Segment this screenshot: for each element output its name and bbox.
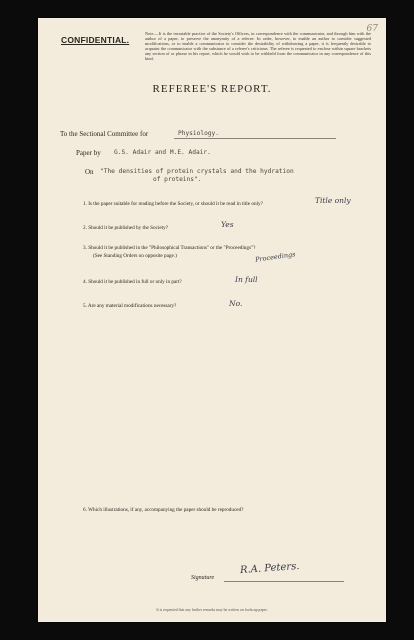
page-number: 67	[366, 24, 378, 34]
answer-1: Title only	[315, 196, 351, 205]
on-label: On	[85, 168, 94, 176]
paper-by-label: Paper by	[76, 149, 101, 157]
on-value-line-1: "The densities of protein crystals and the hydration	[100, 168, 294, 175]
answer-3: Proceedings	[254, 250, 297, 264]
referee-report-form	[38, 18, 386, 622]
committee-value: Physiology.	[178, 130, 219, 137]
signature-underline	[224, 581, 344, 582]
question-1: 1. Is the paper suitable for reading before the Society, or should it be read in title only?	[83, 201, 263, 207]
answer-4: In full	[235, 275, 258, 284]
question-5: 5. Are any material modifications necessary?	[83, 303, 177, 309]
answer-5: No.	[229, 299, 243, 308]
question-3-note: (See Standing Orders on opposite page.)	[93, 253, 177, 259]
anonymity-note: Note.—It is the invariable practice of the Society's Officers, in correspondence with the communicator, and through him with the author of a paper, to preserve the anonymity of a referee. In order, however, to enable an author to consider suggested modifications, or to enable a communicator to consider the desirability of withdrawing a paper, it is frequently desirable to acquaint the communicator with the substance of a referee's criticisms. The referee is requested to enclose within square brackets any section of or phrase in his report, which he would wish to be withheld from the communicator in any correspondence of this kind.	[145, 31, 371, 62]
confidential-heading: CONFIDENTIAL.	[61, 35, 130, 45]
question-3: 3. Should it be published in the "Philosophical Transactions" or the "Proceedings"?	[83, 245, 256, 251]
answer-2: Yes	[221, 220, 234, 229]
committee-underline	[174, 138, 336, 139]
on-value-line-2: of proteins".	[153, 176, 202, 183]
paper-by-value: G.S. Adair and M.E. Adair.	[114, 149, 211, 156]
signature-value: R.A. Peters.	[239, 560, 300, 577]
footer-note: It is requested that any further remarks may be written on foolscap paper.	[156, 608, 268, 612]
question-6: 6. Which illustrations, if any, accompanying the paper should be reproduced?	[83, 507, 244, 513]
report-title: REFEREE'S REPORT.	[152, 83, 272, 95]
signature-label: Signature	[191, 575, 215, 581]
question-2: 2. Should it be published by the Society?	[83, 225, 169, 231]
question-4: 4. Should it be published in full or only in part?	[83, 279, 182, 285]
committee-label: To the Sectional Committee for	[60, 130, 149, 138]
